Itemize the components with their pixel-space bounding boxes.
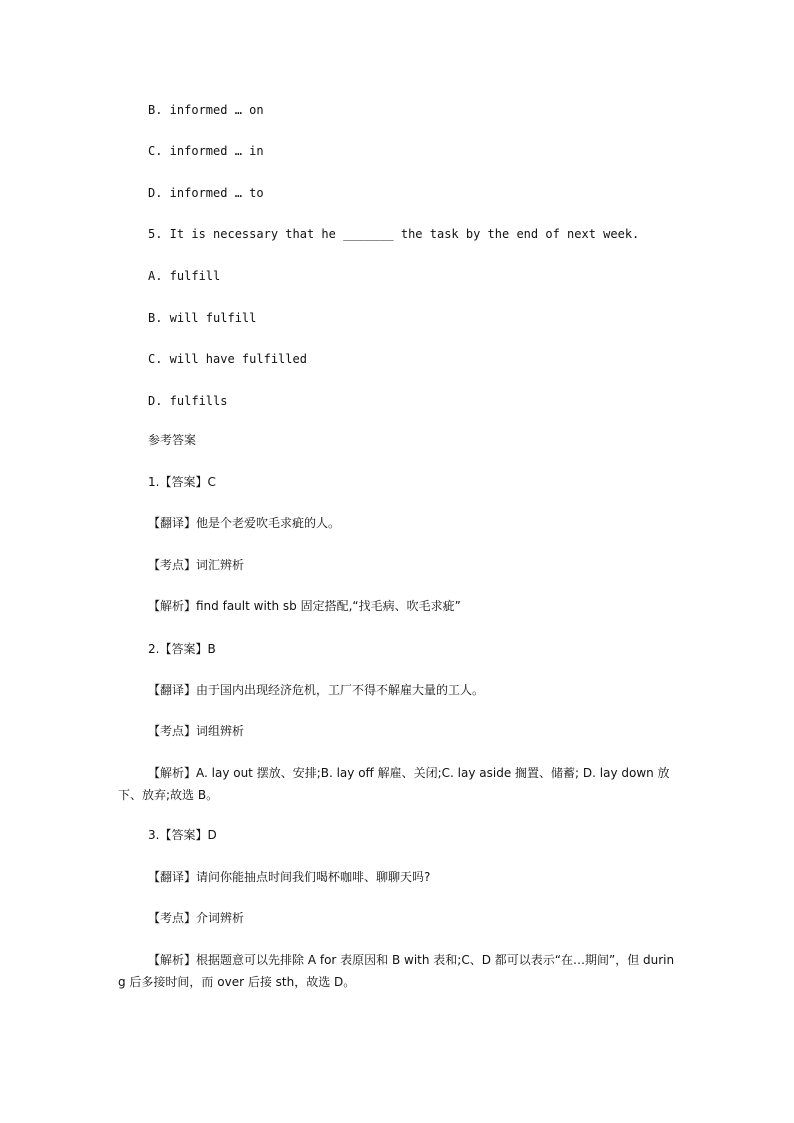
option-d-q5: D. fulfills bbox=[148, 394, 228, 408]
translation-1: 【翻译】他是个老爱吹毛求疵的人。 bbox=[148, 516, 341, 530]
point-2: 【考点】词组辨析 bbox=[148, 724, 245, 738]
option-a-q5: A. fulfill bbox=[148, 269, 221, 283]
option-b-q4: B. informed … on bbox=[148, 103, 264, 117]
analysis-1: 【解析】find fault with sb 固定搭配,“找毛病、吹毛求疵” bbox=[148, 599, 461, 613]
option-c-q5: C. will have fulfilled bbox=[148, 352, 307, 366]
translation-2: 【翻译】由于国内出现经济危机，工厂不得不解雇大量的工人。 bbox=[148, 683, 485, 697]
analysis-3: 【解析】根据题意可以先排除 A for 表原因和 B with 表和;C、D 都可以表示“在…期间”，但 during 后多接时间，而 over 后接 sth，故选 D。 bbox=[118, 953, 675, 989]
answers-heading: 参考答案 bbox=[148, 433, 197, 447]
option-d-q4: D. informed … to bbox=[148, 186, 264, 200]
analysis-2: 【解析】A. lay out 摆放、安排;B. lay off 解雇、关闭;C. lay aside 搁置、储蓄; D. lay down 放下、放弃;故选 B。 bbox=[118, 766, 670, 802]
question-5-stem: 5. It is necessary that he _______ the task by the end of next week. bbox=[148, 227, 640, 241]
answer-1: 1.【答案】C bbox=[148, 475, 216, 489]
translation-3: 【翻译】请问你能抽点时间我们喝杯咖啡、聊聊天吗? bbox=[148, 870, 431, 884]
option-b-q5: B. will fulfill bbox=[148, 311, 257, 325]
point-1: 【考点】词汇辨析 bbox=[148, 558, 245, 572]
option-c-q4: C. informed … in bbox=[148, 144, 264, 158]
answer-2: 2.【答案】B bbox=[148, 642, 216, 656]
point-3: 【考点】介词辨析 bbox=[148, 911, 245, 925]
answer-3: 3.【答案】D bbox=[148, 828, 217, 842]
